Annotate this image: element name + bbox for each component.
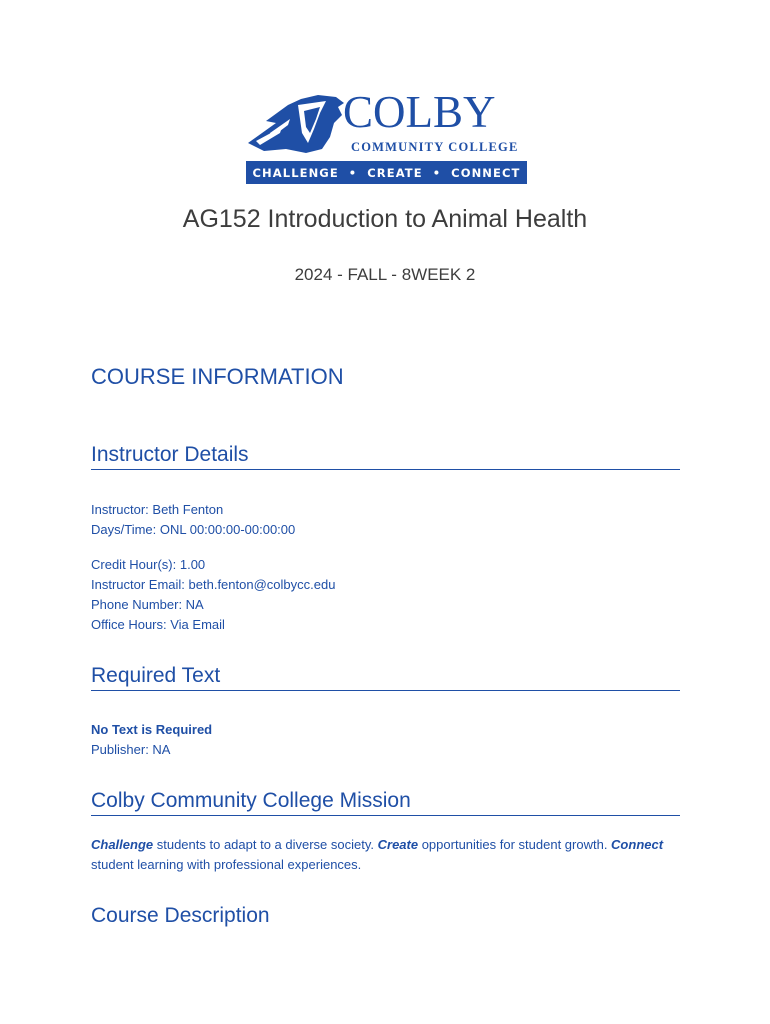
logo-tagline-bar — [246, 161, 527, 184]
publisher: Publisher: NA — [91, 742, 171, 757]
credit-hours: Credit Hour(s): 1.00 — [91, 557, 206, 572]
college-logo — [246, 87, 527, 184]
spartan-helmet-icon — [246, 93, 346, 155]
required-text-heading: Required Text — [91, 664, 680, 691]
course-information-heading: COURSE INFORMATION — [91, 364, 344, 389]
mission-heading: Colby Community College Mission — [91, 789, 680, 816]
phone-number: Phone Number: NA — [91, 597, 204, 612]
tagline-connect: CONNECT — [451, 165, 521, 180]
days-time: Days/Time: ONL 00:00:00-00:00:00 — [91, 522, 296, 537]
mission-text-1: students to adapt to a diverse society. — [153, 837, 378, 852]
office-hours: Office Hours: Via Email — [91, 617, 225, 632]
instructor-email: Instructor Email: beth.fenton@colbycc.edu — [91, 577, 336, 592]
logo-subtitle: COMMUNITY COLLEGE — [351, 140, 519, 154]
tagline-separator: • — [348, 165, 358, 180]
tagline-challenge: CHALLENGE — [252, 165, 339, 180]
mission-statement — [91, 835, 681, 875]
course-description-heading: Course Description — [91, 904, 270, 927]
instructor-details-heading: Instructor Details — [91, 443, 680, 470]
mission-challenge: Challenge — [91, 837, 154, 852]
course-term: 2024 - FALL - 8WEEK 2 — [294, 265, 476, 284]
tagline-separator: • — [432, 165, 442, 180]
required-text-value: No Text is Required — [91, 722, 213, 737]
instructor-name: Instructor: Beth Fenton — [91, 502, 224, 517]
mission-connect: Connect — [611, 837, 664, 852]
mission-create: Create — [377, 837, 419, 852]
mission-text-2: opportunities for student growth. — [418, 837, 612, 852]
course-title: AG152 Introduction to Animal Health — [182, 205, 588, 233]
logo-name: COLBY — [343, 87, 496, 137]
tagline-create: CREATE — [367, 165, 423, 180]
mission-text-3: student learning with professional experiences. — [91, 857, 362, 872]
